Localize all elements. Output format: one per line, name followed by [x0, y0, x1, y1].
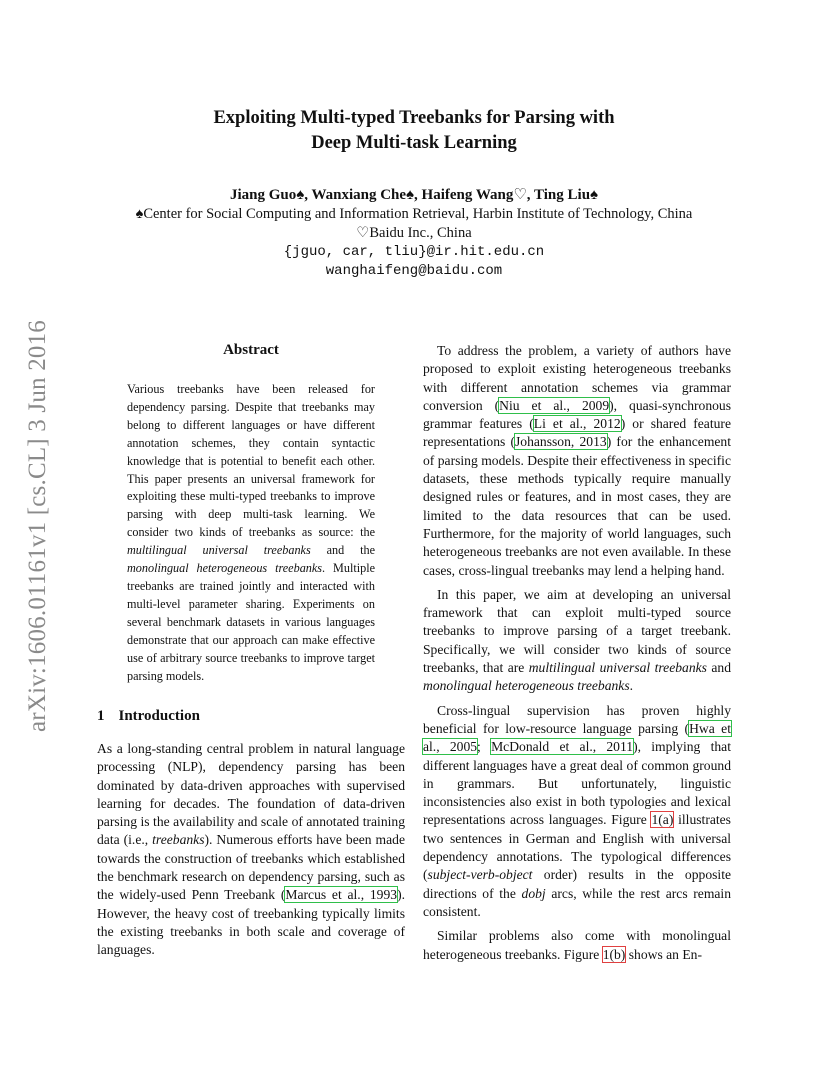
- right-text-3a: Cross-lingual supervision has proven highly beneficial for low-resource language parsing (: [423, 702, 731, 736]
- right-column: [423, 342, 731, 970]
- right-emphasis-dobj: dobj: [521, 885, 546, 901]
- abstract-emphasis-multilingual: multilingual universal treebanks: [127, 543, 311, 558]
- intro-text-1: As a long-standing central problem in natural language processing (NLP), dependency parsing has been dominated by data-driven approaches with supervised learning for decades. The foundation of data-driven parsing is the availability and scale of annotated training data (i.e.,: [97, 741, 405, 848]
- abstract-heading: Abstract: [223, 342, 279, 358]
- right-emphasis-monolingual: monolingual heterogeneous treebanks: [423, 678, 630, 694]
- right-paragraph-2: [423, 586, 731, 696]
- intro-text-3: ). However, the heavy cost of treebanking typically limits the existing treebanks in both scale and coverage of languages.: [97, 887, 405, 958]
- abstract-text-2: and the: [310, 543, 375, 558]
- citation-link-niu[interactable]: Niu et al., 2009: [499, 397, 610, 413]
- right-text-3sep: ;: [477, 739, 492, 755]
- abstract-body: [127, 381, 375, 685]
- figure-ref-1a[interactable]: 1(a): [651, 812, 674, 828]
- citation-link-johansson[interactable]: Johansson, 2013: [515, 434, 607, 450]
- right-text-2b: and: [706, 660, 731, 676]
- arxiv-sidebar-stamp: [8, 296, 68, 756]
- citation-link-marcus[interactable]: Marcus et al., 1993: [285, 887, 398, 903]
- right-text-4b: shows an En-: [625, 946, 702, 962]
- affiliation-baidu: ♡Baidu Inc., China: [356, 225, 472, 241]
- arxiv-identifier: arXiv:1606.01161v1 [cs.CL] 3 Jun 2016: [24, 320, 51, 732]
- right-text-2a: In this paper, we aim at developing an universal framework that can exploit multi-typed source treebanks to improve parsing of a target treebank. Specifically, we will consider two kinds of source treebanks, that are: [423, 586, 731, 676]
- right-text-4a: Similar problems also come with monolingual heterogeneous treebanks. Figure: [423, 928, 731, 962]
- right-text-3d: order) results in the opposite directions of the: [423, 867, 731, 901]
- email-line-1: {jguo, car, tliu}@ir.hit.edu.cn: [283, 244, 545, 260]
- right-emphasis-svo: subject-verb-object: [427, 867, 533, 883]
- right-paragraph-1: [423, 342, 731, 580]
- citation-link-mcdonald[interactable]: McDonald et al., 2011: [491, 739, 634, 755]
- title-line-1: Exploiting Multi-typed Treebanks for Parsing with: [213, 108, 615, 128]
- intro-text-2: ). Numerous efforts have been made towards the construction of treebanks which established the benchmark research on dependency parsing, such as the widely-used Penn Treebank (: [97, 832, 405, 903]
- affiliation-hit: ♠Center for Social Computing and Information Retrieval, Harbin Institute of Technology, China: [135, 206, 693, 222]
- abstract-text-3: . Multiple treebanks are trained jointly and interacted with multi-level parameter sharing. Experiments on several benchmark datasets in various languages demonstrate that our approach can make effective use of arbitrary source treebanks to improve target parsing models.: [127, 561, 375, 683]
- right-paragraph-3: [423, 702, 731, 922]
- right-text-3e: arcs, while the rest arcs remain consistent.: [423, 885, 732, 919]
- right-text-3b: ), implying that different languages have a great deal of common ground in grammars. But unfortunately, linguistic inconsistencies also exist in both typologies and lexical representations across languages. Figure: [423, 739, 731, 828]
- email-line-2: wanghaifeng@baidu.com: [325, 263, 503, 279]
- intro-left-column: [97, 740, 405, 960]
- section-title: Introduction: [118, 708, 200, 724]
- section-heading-introduction: [97, 708, 200, 725]
- section-number: 1: [97, 708, 105, 724]
- abstract-emphasis-monolingual: monolingual heterogeneous treebanks: [127, 561, 323, 576]
- citation-link-hwa[interactable]: Hwa et al., 2005: [423, 720, 731, 755]
- affiliations: [0, 205, 828, 281]
- right-text-1c: ) or shared feature representations (: [423, 416, 731, 450]
- author-list: Jiang Guo♠, Wanxiang Che♠, Haifeng Wang♡, Ting Liu♠: [229, 187, 599, 203]
- right-paragraph-4: [423, 927, 731, 964]
- right-text-2c: .: [629, 678, 634, 694]
- right-text-3c: illustrates two sentences in German and English with universal dependency annotations. The typological differences (: [423, 812, 731, 883]
- right-text-1d: ) for the enhancement of parsing models. Despite their effectiveness in specific datasets, these methods typically require manually designed rules or features, and in most cases, they are limited to the data resources that can be used. Furthermore, for the majority of world languages, such heterogeneous treebanks are not even available. In these cases, cross-lingual treebanks may lend a helping hand.: [423, 434, 731, 578]
- paper-title: [0, 106, 828, 156]
- citation-link-li[interactable]: Li et al., 2012: [533, 416, 621, 432]
- right-emphasis-multilingual: multilingual universal treebanks: [528, 660, 707, 676]
- right-text-1a: To address the problem, a variety of authors have proposed to exploit existing heterogeneous treebanks with different annotation schemes via grammar conversion (: [423, 343, 731, 413]
- figure-ref-1b[interactable]: 1(b): [602, 946, 626, 962]
- intro-paragraph-1: [97, 740, 405, 960]
- intro-emphasis-treebanks: treebanks: [152, 832, 205, 848]
- title-line-2: Deep Multi-task Learning: [311, 133, 517, 153]
- right-text-1b: ), quasi-synchronous grammar features (: [423, 397, 731, 432]
- abstract-text-1: Various treebanks have been released for dependency parsing. Despite that treebanks may belong to different languages or have different annotation schemes, they contain syntactic knowledge that is potential to benefit each other. This paper presents an universal framework for exploiting these multi-typed treebanks to improve parsing with deep multi-task learning. We consider two kinds of treebanks as source: the: [127, 382, 375, 540]
